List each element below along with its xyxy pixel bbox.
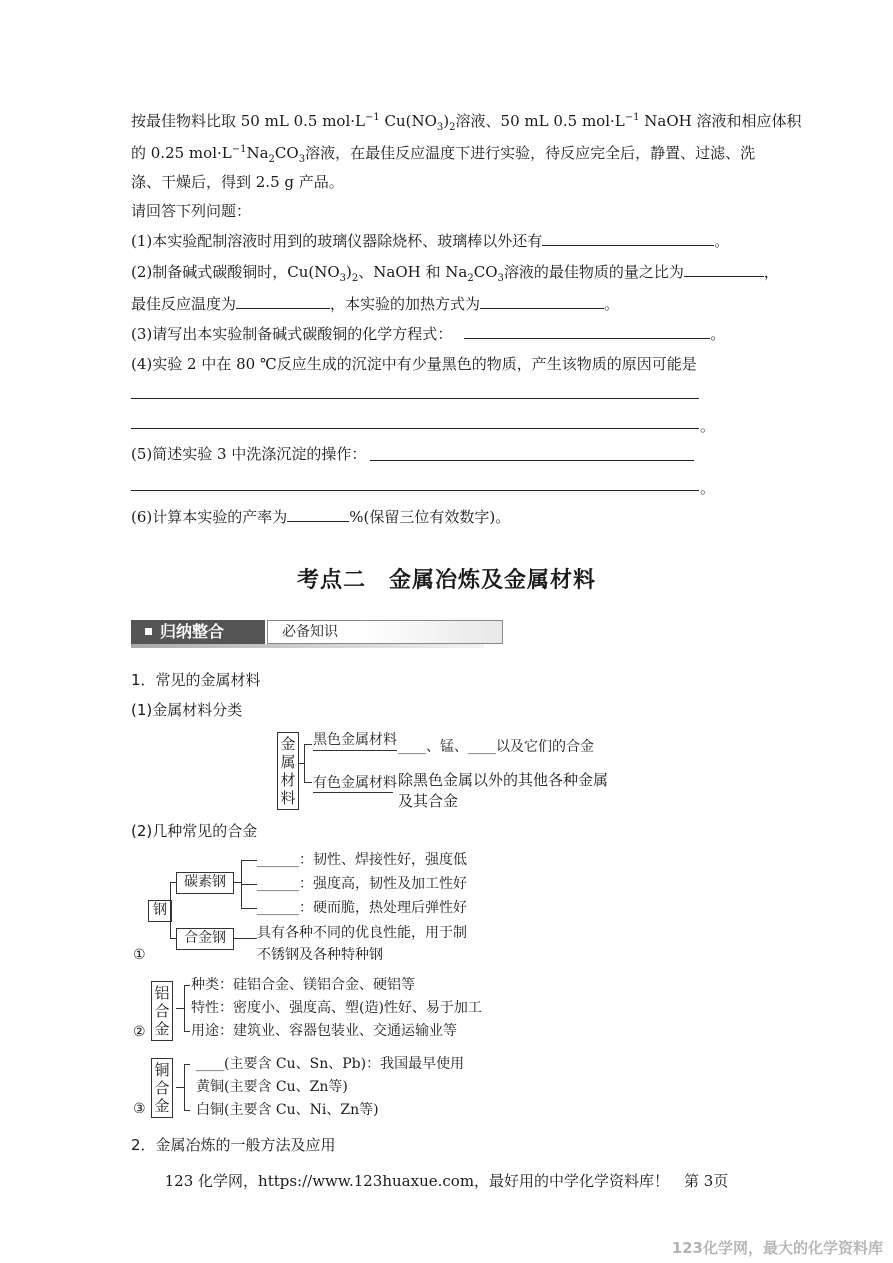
subheading-2: (2)几种常见的合金 bbox=[131, 822, 258, 840]
banner-right-label: 必备知识 bbox=[282, 624, 338, 640]
question-2-line-2: 最佳反应温度为 ，本实验的加热方式为 。 bbox=[131, 295, 620, 313]
section-banner bbox=[131, 620, 484, 646]
question-4: (4)实验 2 中在 80 ℃反应生成的沉淀中有少量黑色的物质，产生该物质的原因可能是 bbox=[131, 355, 697, 373]
answer-blank[interactable] bbox=[684, 262, 764, 277]
answer-line[interactable] bbox=[131, 490, 699, 491]
watermark: 123化学网，最大的化学资料库 bbox=[671, 1239, 883, 1257]
question-1: (1)本实验配制溶液时用到的玻璃仪器除烧杯、玻璃棒以外还有 。 bbox=[131, 232, 730, 250]
paragraph-line-2: 的 0.25 $mol\cdot L^{-1}Na_2CO_3$溶液，在最佳反应温度下进行实验，待反应完全后，静置、过滤、洗 bbox=[131, 144, 756, 165]
item-number-1: ① bbox=[133, 947, 146, 963]
prompt-text: 请回答下列问题： bbox=[131, 202, 252, 220]
alloy-steel-box: 合金钢 bbox=[176, 928, 234, 950]
banner-left-label: 归纳整合 bbox=[160, 622, 225, 641]
carbon-steel-row-1: ______：韧性、焊接性好，强度低 bbox=[257, 852, 467, 868]
answer-blank[interactable] bbox=[542, 231, 714, 246]
question-5: (5)简述实验 3 中洗涤沉淀的操作： bbox=[131, 445, 367, 463]
answer-blank[interactable] bbox=[480, 294, 604, 309]
carbon-steel-box: 碳素钢 bbox=[176, 872, 234, 894]
question-3: (3)请写出本实验制备碱式碳酸铜的化学方程式： 。 bbox=[131, 325, 726, 343]
answer-blank[interactable] bbox=[287, 507, 349, 522]
period: 。 bbox=[700, 479, 716, 497]
carbon-steel-row-2: ______：强度高，韧性及加工性好 bbox=[257, 876, 467, 892]
aluminum-root-box: 铝 合 金 bbox=[151, 981, 173, 1041]
carbon-steel-row-3: ______：硬而脆，热处理后弹性好 bbox=[257, 900, 467, 916]
color-metal-desc: 除黑色金属以外的其他各种金属 bbox=[398, 771, 609, 789]
aluminum-row-1: 种类：硅铝合金、镁铝合金、硬铝等 bbox=[191, 977, 415, 993]
steel-root-box: 钢 bbox=[148, 900, 172, 922]
color-metal-desc-2: 及其合金 bbox=[398, 792, 459, 810]
color-metal-label: 有色金属材料 bbox=[313, 775, 397, 791]
paragraph-line-1: 按最佳物料比取 50 mL 0.5 $mol\cdot L^{-1}$ $Cu(NO_3)_2$溶液、50 mL 0.5 $mol\cdot L^{-1}$ NaOH 溶液和相应体积 bbox=[131, 112, 802, 133]
black-metal-desc: ____、锰、____以及它们的合金 bbox=[398, 739, 594, 755]
aluminum-row-2: 特性：密度小、强度高、塑(造)性好、易于加工 bbox=[191, 1000, 482, 1016]
question-2: (2)制备碱式碳酸铜时，$Cu(NO_3)_2$、NaOH 和 $Na_2CO_3$溶液的最佳物质的量之比为 ， bbox=[131, 263, 779, 284]
square-bullet-icon bbox=[145, 628, 152, 635]
section-title: 考点二 金属冶炼及金属材料 bbox=[296, 568, 596, 593]
question-6: (6)计算本实验的产率为 %(保留三位有效数字)。 bbox=[131, 508, 511, 526]
page-footer: 123 化学网，https://www.123huaxue.com，最好用的中学化学资料库！ 第 3页 bbox=[164, 1172, 729, 1190]
banner-right bbox=[267, 620, 503, 644]
copper-row-2: 黄铜(主要含 Cu、Zn等) bbox=[196, 1079, 348, 1095]
aluminum-row-3: 用途：建筑业、容器包装业、交通运输业等 bbox=[191, 1023, 457, 1039]
answer-blank[interactable] bbox=[236, 294, 330, 309]
banner-underline bbox=[131, 644, 484, 648]
answer-blank[interactable] bbox=[464, 324, 710, 339]
item-number-3: ③ bbox=[133, 1101, 146, 1117]
heading-2: 2．金属冶炼的一般方法及应用 bbox=[131, 1136, 336, 1154]
subheading-1: (1)金属材料分类 bbox=[131, 701, 243, 719]
alloy-steel-desc: 具有各种不同的优良性能，用于制 bbox=[257, 925, 467, 941]
answer-line[interactable] bbox=[131, 398, 699, 399]
copper-row-3: 白铜(主要含 Cu、Ni、Zn等) bbox=[196, 1102, 379, 1118]
copper-row-1: ____(主要含 Cu、Sn、Pb)：我国最早使用 bbox=[196, 1056, 465, 1072]
copper-root-box: 铜 合 金 bbox=[151, 1058, 173, 1118]
answer-line[interactable] bbox=[370, 460, 694, 461]
diagram-root-box: 金 属 材 料 bbox=[277, 732, 299, 810]
alloy-steel-desc-2: 不锈钢及各种特种钢 bbox=[257, 947, 383, 963]
black-metal-label: 黑色金属材料 bbox=[313, 732, 397, 748]
paragraph-line-3: 涤、干燥后，得到 2.5 g 产品。 bbox=[131, 173, 344, 191]
item-number-2: ② bbox=[133, 1024, 146, 1040]
answer-line[interactable] bbox=[131, 428, 699, 429]
period: 。 bbox=[700, 417, 716, 435]
banner-left bbox=[131, 620, 265, 644]
heading-1: 1．常见的金属材料 bbox=[131, 671, 261, 689]
